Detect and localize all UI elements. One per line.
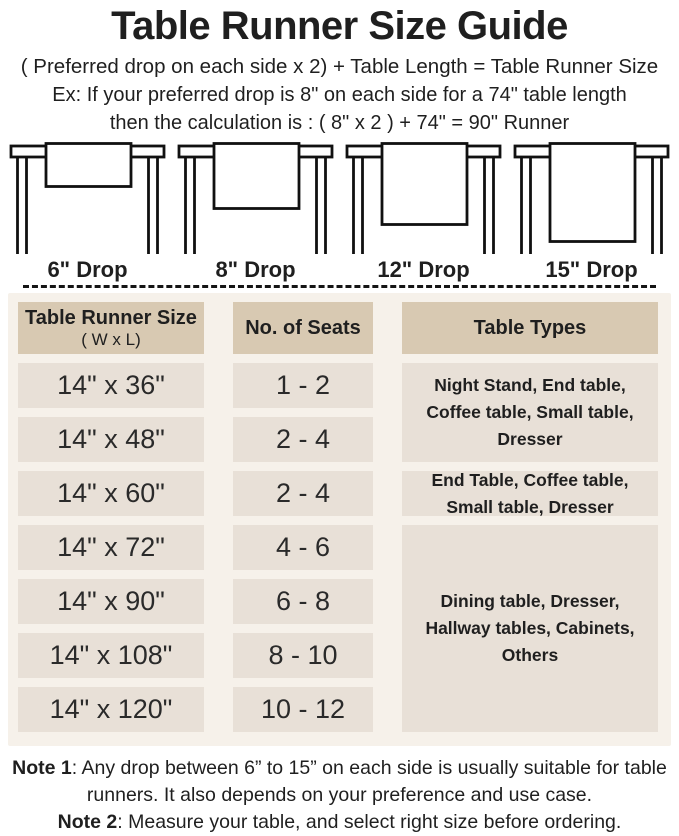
example-line-2: then the calculation is : ( 8" x 2 ) + 74" = 90" Runner: [109, 112, 570, 134]
runner-size-cell: 14" x 36": [18, 363, 204, 408]
runner-size-cell: 14" x 60": [18, 471, 204, 516]
note-2-text: : Measure your table, and select right size before ordering.: [117, 811, 622, 833]
drop-label-2: 8" Drop: [215, 256, 296, 282]
page-title: Table Runner Size Guide: [111, 4, 568, 48]
table-drop-figure-2: [173, 142, 338, 254]
drop-label-1: 6" Drop: [47, 256, 128, 282]
table-drop-figure-4: [509, 142, 674, 254]
seats-cell: 8 - 10: [233, 633, 373, 678]
runner-size-cell: 14" x 72": [18, 525, 204, 570]
seats-cell: 10 - 12: [233, 687, 373, 732]
note-2: [2, 809, 677, 836]
header-no-of-seats: No. of Seats: [233, 302, 373, 354]
table-types-cell-1: Night Stand, End table, Coffee table, Small table, Dresser: [402, 363, 658, 462]
runner-size-cell: 14" x 90": [18, 579, 204, 624]
table-drop-figure-3: [341, 142, 506, 254]
drop-illustrations: [0, 142, 679, 254]
seats-cell: 4 - 6: [233, 525, 373, 570]
note-1: [2, 755, 677, 809]
seats-cell: 2 - 4: [233, 471, 373, 516]
header-runner-size: [18, 302, 204, 354]
table-types-cell-2: End Table, Coffee table, Small table, Dresser: [402, 471, 658, 516]
header-runner-size-line2: ( W x L): [81, 330, 141, 349]
size-grid: [8, 293, 671, 746]
header-table-types: Table Types: [402, 302, 658, 354]
formula-line: ( Preferred drop on each side x 2) + Table Length = Table Runner Size: [20, 55, 659, 78]
dashed-divider: [23, 285, 656, 288]
runner-size-cell: 14" x 120": [18, 687, 204, 732]
drop-label-3: 12" Drop: [377, 256, 470, 282]
size-table-section: [8, 293, 671, 746]
drop-label-4: 15" Drop: [545, 256, 638, 282]
notes: [0, 755, 679, 836]
drop-labels: [0, 254, 679, 285]
runner-size-cell: 14" x 108": [18, 633, 204, 678]
seats-cell: 2 - 4: [233, 417, 373, 462]
seats-cell: 1 - 2: [233, 363, 373, 408]
note-2-label: Note 2: [57, 811, 118, 833]
note-1-text: : Any drop between 6” to 15” on each side is usually suitable for table runners. It also depends on your preference and use case.: [71, 757, 667, 806]
example-line-1: Ex: If your preferred drop is 8" on each side for a 74" table length: [52, 84, 627, 106]
runner-size-cell: 14" x 48": [18, 417, 204, 462]
table-drop-figure-1: [5, 142, 170, 254]
note-1-label: Note 1: [12, 757, 72, 779]
table-types-cell-3: Dining table, Dresser, Hallway tables, Cabinets, Others: [402, 525, 658, 732]
seats-cell: 6 - 8: [233, 579, 373, 624]
header-runner-size-line1: Table Runner Size: [25, 307, 197, 329]
